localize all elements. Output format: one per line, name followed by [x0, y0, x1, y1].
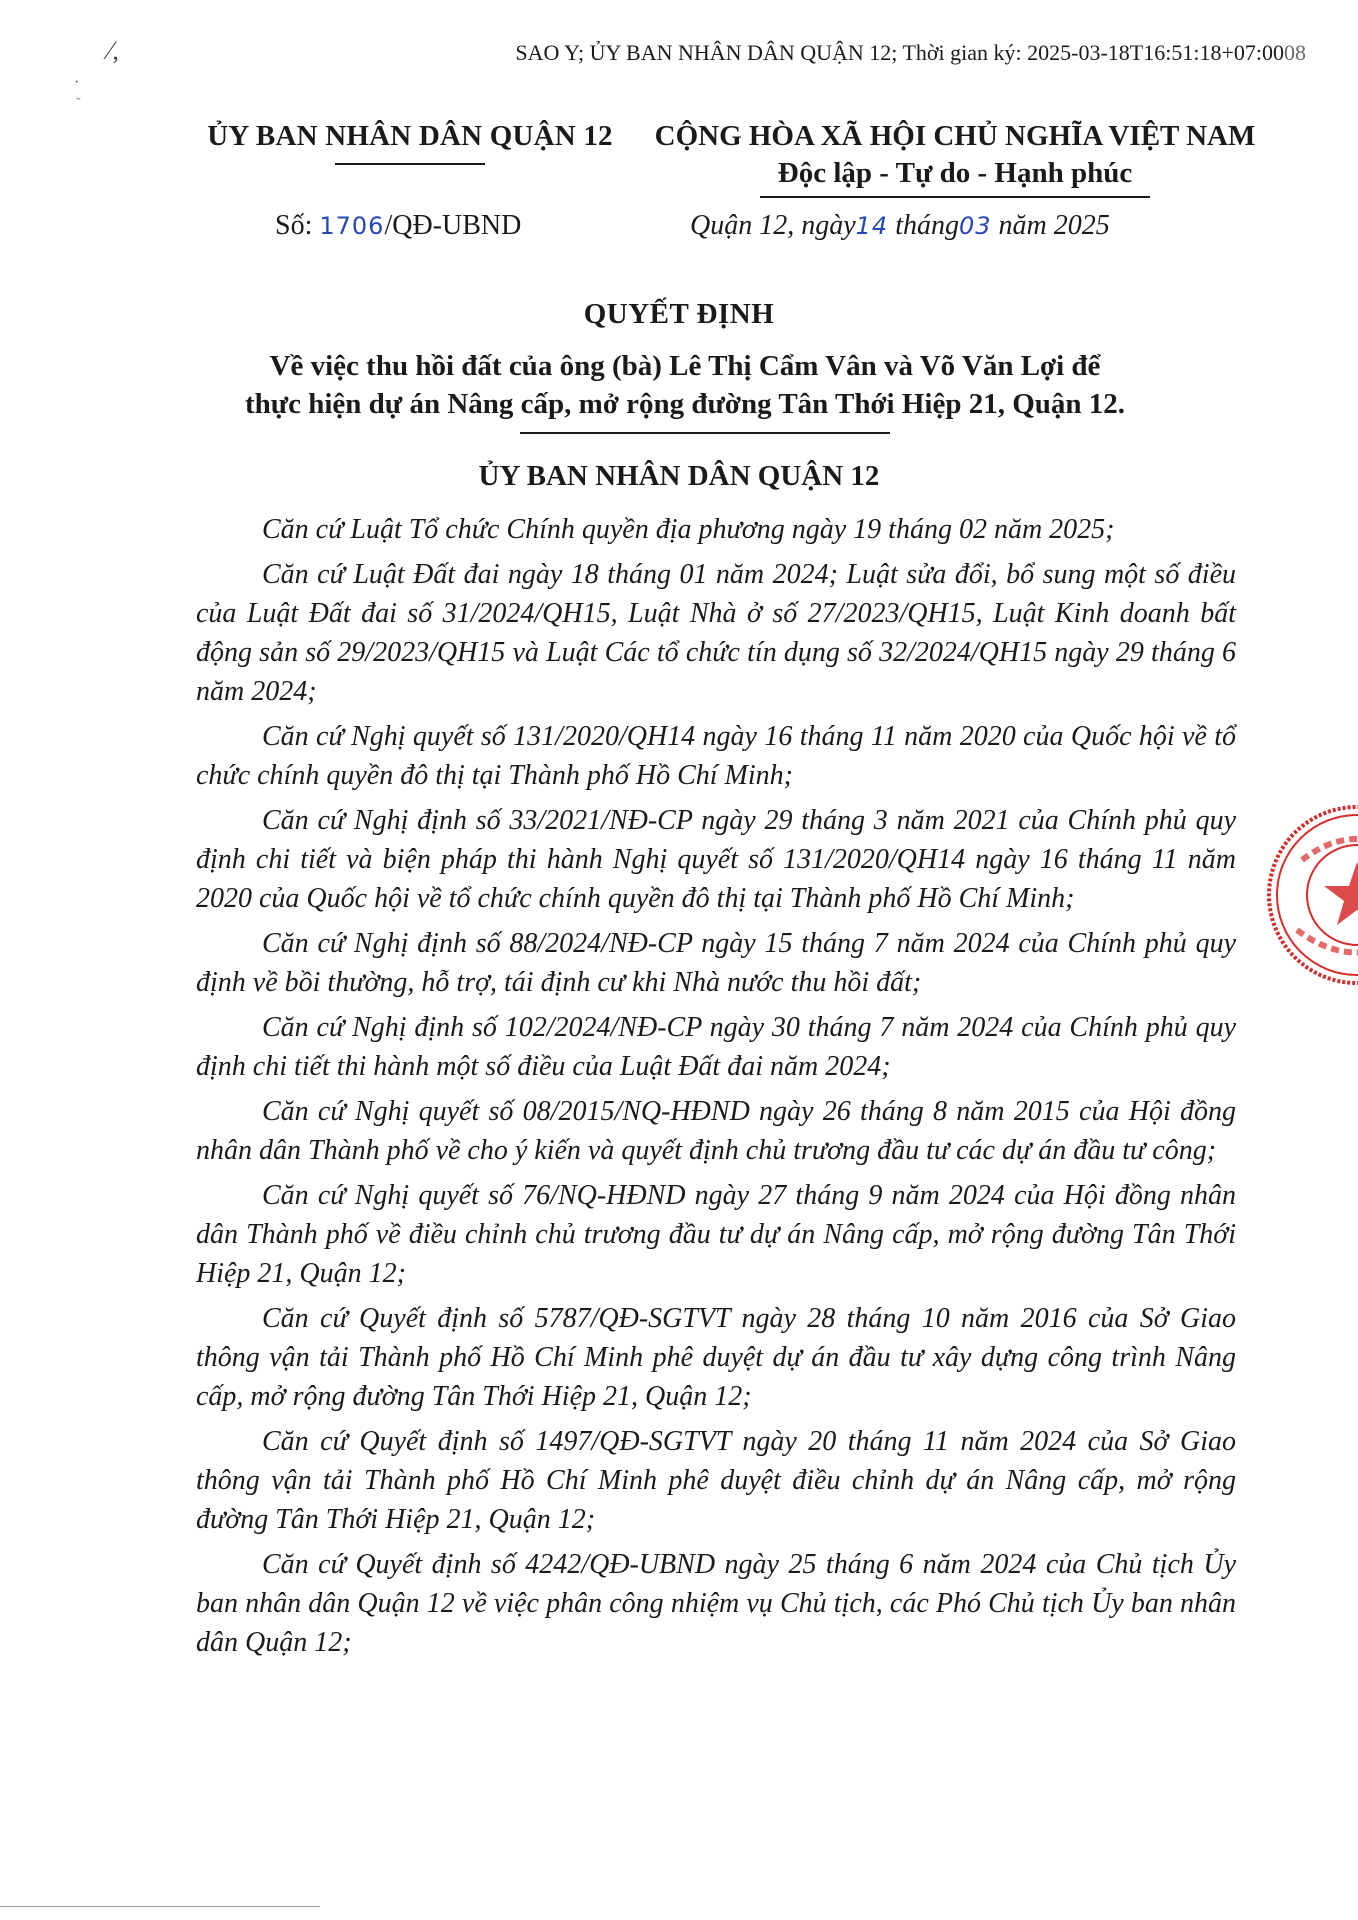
copy-signature-text: SAO Y; ỦY BAN NHÂN DÂN QUẬN 12; Thời gian ký: 2025-03-18T16:51:18+07:00 [515, 40, 1284, 65]
legal-basis-item: Căn cứ Quyết định số 4242/QĐ-UBND ngày 25 tháng 6 năm 2024 của Chủ tịch Ủy ban nhân dân Quận 12 về việc phân công nhiệm vụ Chủ tịch, các Phó Chủ tịch Ủy ban nhân dân Quận 12; [196, 1549, 1236, 1658]
issuer-underline [335, 163, 485, 165]
handwritten-number: 1706 [319, 212, 385, 240]
document-subtitle [130, 347, 1240, 423]
footer-rule [0, 1906, 320, 1907]
document-number [275, 210, 521, 242]
number-suffix: /QĐ-UBND [384, 210, 522, 241]
national-motto: Độc lập - Tự do - Hạnh phúc [777, 157, 1133, 189]
number-prefix: Số: [275, 210, 320, 241]
issuing-authority: ỦY BAN NHÂN DÂN QUẬN 12 [478, 460, 880, 492]
legal-basis-item: Căn cứ Nghị định số 88/2024/NĐ-CP ngày 15 tháng 7 năm 2024 của Chính phủ quy định về bồi thường, hỗ trợ, tái định cư khi Nhà nước thu hồi đất; [196, 928, 1236, 998]
subtitle-underline [520, 432, 890, 434]
issuer-name: ỦY BAN NHÂN DÂN QUẬN 12 [207, 120, 613, 152]
motto-underline [760, 196, 1150, 198]
date-place: Quận 12, ngày [690, 210, 856, 241]
official-seal-stamp [1262, 800, 1358, 990]
legal-basis-item: Căn cứ Nghị quyết số 131/2020/QH14 ngày 16 tháng 11 năm 2020 của Quốc hội về tổ chức chính quyền đô thị tại Thành phố Hồ Chí Minh; [196, 721, 1236, 791]
legal-basis-item: Căn cứ Nghị quyết số 76/NQ-HĐND ngày 27 tháng 9 năm 2024 của Hội đồng nhân dân Thành phố về điều chỉnh chủ trương đầu tư dự án Nâng cấp, mở rộng đường Tân Thới Hiệp 21, Quận 12; [196, 1180, 1236, 1289]
subtitle-line: thực hiện dự án Nâng cấp, mở rộng đường Tân Thới Hiệp 21, Quận 12. [244, 388, 1126, 420]
issue-date [690, 210, 1110, 242]
scan-dot: · [74, 74, 80, 91]
page-mark: 08 [1284, 40, 1306, 65]
issuer-block [200, 120, 620, 165]
subtitle-line: Về việc thu hồi đất của ông (bà) Lê Thị Cẩm Vân và Võ Văn Lợi để [269, 350, 1101, 382]
legal-basis-item: Căn cứ Quyết định số 5787/QĐ-SGTVT ngày 28 tháng 10 năm 2016 của Sở Giao thông vận tải Thành phố Hồ Chí Minh phê duyệt dự án đầu tư xây dựng công trình Nâng cấp, mở rộng đường Tân Thới Hiệp 21, Quận 12; [196, 1303, 1236, 1412]
copy-signature-line [515, 40, 1306, 66]
nation-name: CỘNG HÒA XÃ HỘI CHỦ NGHĨA VIỆT NAM [654, 120, 1256, 152]
legal-basis-item: Căn cứ Nghị định số 33/2021/NĐ-CP ngày 29 tháng 3 năm 2021 của Chính phủ quy định chi tiết và biện pháp thi hành Nghị quyết số 131/2020/QH14 ngày 16 tháng 11 năm 2020 của Quốc hội về tổ chức chính quyền đô thị tại Thành phố Hồ Chí Minh; [196, 805, 1236, 914]
handwritten-day: 14 [855, 212, 889, 240]
scan-dot: ˇ [76, 96, 81, 111]
legal-basis-item: Căn cứ Luật Đất đai ngày 18 tháng 01 năm 2024; Luật sửa đổi, bổ sung một số điều của Luật Đất đai số 31/2024/QH15, Luật Nhà ở số 27/2023/QH15, Luật Kinh doanh bất động sản số 29/2023/QH15 và Luật Các tổ chức tín dụng số 32/2024/QH15 ngày 29 tháng 6 năm 2024; [196, 559, 1236, 707]
legal-basis-item: Căn cứ Quyết định số 1497/QĐ-SGTVT ngày 20 tháng 11 năm 2024 của Sở Giao thông vận tải Thành phố Hồ Chí Minh phê duyệt điều chỉnh dự án Nâng cấp, mở rộng đường Tân Thới Hiệp 21, Quận 12; [196, 1426, 1236, 1535]
document-title: QUYẾT ĐỊNH [583, 298, 775, 330]
legal-basis-item: Căn cứ Luật Tổ chức Chính quyền địa phương ngày 19 tháng 02 năm 2025; [262, 514, 1115, 545]
national-title-block [640, 120, 1270, 198]
legal-basis-item: Căn cứ Nghị định số 102/2024/NĐ-CP ngày 30 tháng 7 năm 2024 của Chính phủ quy định chi tiết thi hành một số điều của Luật Đất đai năm 2024; [196, 1012, 1236, 1082]
legal-basis-item: Căn cứ Nghị quyết số 08/2015/NQ-HĐND ngày 26 tháng 8 năm 2015 của Hội đồng nhân dân Thành phố về cho ý kiến và quyết định chủ trương đầu tư các dự án đầu tư công; [196, 1096, 1236, 1166]
pen-mark: ⁄, [108, 36, 119, 65]
handwritten-month: 03 [958, 212, 992, 240]
legal-basis-list [196, 510, 1236, 1668]
date-month-label: tháng [895, 210, 959, 241]
date-year: năm 2025 [998, 210, 1110, 241]
